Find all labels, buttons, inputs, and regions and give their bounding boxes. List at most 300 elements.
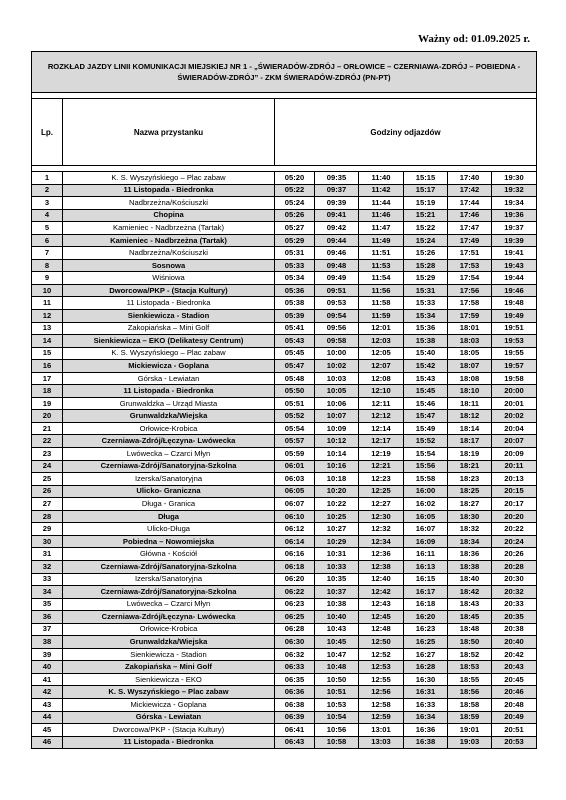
table-row	[32, 322, 537, 335]
departure-time: 09:58	[315, 335, 359, 348]
departure-time: 12:55	[359, 673, 404, 686]
table-row	[32, 673, 537, 686]
row-number: 18	[32, 385, 63, 398]
departure-time: 10:06	[315, 397, 359, 410]
table-row	[32, 498, 537, 511]
departure-time: 18:45	[448, 611, 492, 624]
departure-time: 10:25	[315, 510, 359, 523]
departure-time: 06:43	[275, 736, 315, 749]
departure-time: 12:10	[359, 385, 404, 398]
row-number: 31	[32, 548, 63, 561]
departure-time: 12:17	[359, 435, 404, 448]
departure-time: 20:26	[492, 548, 537, 561]
departure-time: 05:48	[275, 372, 315, 385]
stop-name: Lwówecka – Czarci Młyn	[63, 448, 275, 461]
row-number: 21	[32, 422, 63, 435]
title-row	[32, 52, 537, 93]
stop-name: Główna - Kościół	[63, 548, 275, 561]
valid-from-date: Ważny od: 01.09.2025 r.	[417, 33, 530, 45]
departure-time: 12:52	[359, 648, 404, 661]
departure-time: 15:15	[404, 172, 448, 185]
table-row	[32, 686, 537, 699]
departure-time: 15:31	[404, 284, 448, 297]
row-number: 38	[32, 636, 63, 649]
departure-time: 20:42	[492, 648, 537, 661]
departure-time: 16:31	[404, 686, 448, 699]
departure-time: 19:43	[492, 259, 537, 272]
departure-time: 10:50	[315, 673, 359, 686]
header-departure-times: Godziny odjazdów	[275, 99, 537, 166]
departure-time: 10:53	[315, 698, 359, 711]
departure-time: 17:59	[448, 310, 492, 323]
departure-time: 18:32	[448, 523, 492, 536]
row-number: 8	[32, 259, 63, 272]
stop-name: 11 Listopada - Biedronka	[63, 297, 275, 310]
departure-time: 10:29	[315, 535, 359, 548]
departure-time: 05:41	[275, 322, 315, 335]
stop-name: Górska - Lewiatan	[63, 711, 275, 724]
departure-time: 09:49	[315, 272, 359, 285]
departure-time: 18:55	[448, 673, 492, 686]
departure-time: 18:01	[448, 322, 492, 335]
departure-time: 11:59	[359, 310, 404, 323]
stop-name: K. S. Wyszyńskiego – Plac zabaw	[63, 686, 275, 699]
row-number: 19	[32, 397, 63, 410]
departure-time: 05:34	[275, 272, 315, 285]
row-number: 26	[32, 485, 63, 498]
row-number: 11	[32, 297, 63, 310]
departure-time: 13:01	[359, 724, 404, 737]
departure-time: 19:32	[492, 184, 537, 197]
departure-time: 05:51	[275, 397, 315, 410]
departure-time: 09:35	[315, 172, 359, 185]
table-row	[32, 209, 537, 222]
departure-time: 15:43	[404, 372, 448, 385]
departure-time: 18:10	[448, 385, 492, 398]
row-number: 36	[32, 611, 63, 624]
stop-name: Długa - Granica	[63, 498, 275, 511]
departure-time: 15:36	[404, 322, 448, 335]
departure-time: 18:17	[448, 435, 492, 448]
departure-time: 20:51	[492, 724, 537, 737]
timetable-container	[31, 51, 536, 749]
stop-name: Czerniawa-Zdrój/Sanatoryjna-Szkolna	[63, 460, 275, 473]
departure-time: 16:28	[404, 661, 448, 674]
stop-name: Kamieniec - Nadbrzeżna (Tartak)	[63, 234, 275, 247]
departure-time: 16:36	[404, 724, 448, 737]
departure-time: 12:08	[359, 372, 404, 385]
departure-time: 20:22	[492, 523, 537, 536]
departure-time: 18:14	[448, 422, 492, 435]
row-number: 24	[32, 460, 63, 473]
departure-time: 12:34	[359, 535, 404, 548]
departure-time: 06:12	[275, 523, 315, 536]
departure-time: 12:01	[359, 322, 404, 335]
stop-name: Nadbrzeżna/Kościuszki	[63, 247, 275, 260]
departure-time: 20:49	[492, 711, 537, 724]
departure-time: 20:11	[492, 460, 537, 473]
table-row	[32, 535, 537, 548]
departure-time: 19:55	[492, 347, 537, 360]
departure-time: 18:42	[448, 586, 492, 599]
table-row	[32, 372, 537, 385]
departure-time: 10:45	[315, 636, 359, 649]
departure-time: 05:45	[275, 347, 315, 360]
departure-time: 11:44	[359, 197, 404, 210]
departure-time: 18:19	[448, 448, 492, 461]
stop-name: Sienkiewicza - EKO	[63, 673, 275, 686]
departure-time: 18:50	[448, 636, 492, 649]
row-number: 22	[32, 435, 63, 448]
row-number: 2	[32, 184, 63, 197]
departure-time: 06:05	[275, 485, 315, 498]
departure-time: 20:46	[492, 686, 537, 699]
departure-time: 05:52	[275, 410, 315, 423]
stop-name: Dworcowa/PKP - (Stacja Kultury)	[63, 284, 275, 297]
departure-time: 10:48	[315, 661, 359, 674]
table-row	[32, 736, 537, 749]
departure-time: 17:53	[448, 259, 492, 272]
departure-time: 06:32	[275, 648, 315, 661]
departure-time: 10:27	[315, 523, 359, 536]
row-number: 10	[32, 284, 63, 297]
departure-time: 12:36	[359, 548, 404, 561]
departure-time: 12:03	[359, 335, 404, 348]
departure-time: 16:27	[404, 648, 448, 661]
departure-time: 11:51	[359, 247, 404, 260]
departure-time: 10:56	[315, 724, 359, 737]
stop-name: Zakopiańska – Mini Golf	[63, 661, 275, 674]
departure-time: 19:41	[492, 247, 537, 260]
stop-name: Czerniawa-Zdrój/Łęczyna- Lwówecka	[63, 435, 275, 448]
departure-time: 18:48	[448, 623, 492, 636]
departure-time: 06:03	[275, 473, 315, 486]
departure-time: 05:26	[275, 209, 315, 222]
departure-time: 10:31	[315, 548, 359, 561]
departure-time: 20:01	[492, 397, 537, 410]
row-number: 12	[32, 310, 63, 323]
departure-time: 18:59	[448, 711, 492, 724]
departure-time: 05:29	[275, 234, 315, 247]
departure-time: 05:22	[275, 184, 315, 197]
departure-time: 12:25	[359, 485, 404, 498]
stop-name: Orłowice-Krobica	[63, 422, 275, 435]
departure-time: 06:18	[275, 560, 315, 573]
departure-time: 20:24	[492, 535, 537, 548]
departure-time: 10:54	[315, 711, 359, 724]
departure-time: 09:42	[315, 222, 359, 235]
departure-time: 09:56	[315, 322, 359, 335]
table-row	[32, 234, 537, 247]
departure-time: 06:28	[275, 623, 315, 636]
departure-time: 20:38	[492, 623, 537, 636]
stop-name: Czerniawa-Zdrój/Sanatoryjna-Szkolna	[63, 560, 275, 573]
departure-time: 09:37	[315, 184, 359, 197]
departure-time: 19:49	[492, 310, 537, 323]
departure-time: 15:34	[404, 310, 448, 323]
row-number: 17	[32, 372, 63, 385]
departure-time: 18:27	[448, 498, 492, 511]
departure-time: 10:51	[315, 686, 359, 699]
stop-name: Sienkiewicza – EKO (Delikatesy Centrum)	[63, 335, 275, 348]
departure-time: 05:39	[275, 310, 315, 323]
departure-time: 10:18	[315, 473, 359, 486]
row-number: 6	[32, 234, 63, 247]
table-row	[32, 222, 537, 235]
departure-time: 06:38	[275, 698, 315, 711]
departure-time: 16:15	[404, 573, 448, 586]
departure-time: 11:54	[359, 272, 404, 285]
departure-time: 12:12	[359, 410, 404, 423]
departure-time: 20:40	[492, 636, 537, 649]
departure-time: 16:05	[404, 510, 448, 523]
stop-name: K. S. Wyszyńskiego – Plac zabaw	[63, 347, 275, 360]
table-row	[32, 611, 537, 624]
departure-time: 11:42	[359, 184, 404, 197]
departure-time: 05:24	[275, 197, 315, 210]
row-number: 23	[32, 448, 63, 461]
departure-time: 18:25	[448, 485, 492, 498]
table-row	[32, 247, 537, 260]
stop-name: Górska - Lewiatan	[63, 372, 275, 385]
stop-name: Ulicko- Graniczna	[63, 485, 275, 498]
table-row	[32, 711, 537, 724]
departure-time: 18:56	[448, 686, 492, 699]
departure-time: 16:02	[404, 498, 448, 511]
departure-time: 10:33	[315, 560, 359, 573]
departure-time: 16:13	[404, 560, 448, 573]
table-row	[32, 297, 537, 310]
departure-time: 20:17	[492, 498, 537, 511]
departure-time: 10:58	[315, 736, 359, 749]
row-number: 30	[32, 535, 63, 548]
table-row	[32, 586, 537, 599]
row-number: 42	[32, 686, 63, 699]
departure-time: 15:28	[404, 259, 448, 272]
table-row	[32, 197, 537, 210]
stop-name: Chopina	[63, 209, 275, 222]
departure-time: 16:20	[404, 611, 448, 624]
departure-time: 10:38	[315, 598, 359, 611]
departure-time: 11:56	[359, 284, 404, 297]
departure-time: 11:53	[359, 259, 404, 272]
departure-time: 05:20	[275, 172, 315, 185]
stop-name: Grunwaldzka/Wiejska	[63, 636, 275, 649]
row-number: 39	[32, 648, 63, 661]
table-row	[32, 548, 537, 561]
stop-name: 11 Listopada - Biedronka	[63, 736, 275, 749]
row-number: 37	[32, 623, 63, 636]
departure-time: 12:42	[359, 586, 404, 599]
row-number: 28	[32, 510, 63, 523]
departure-time: 16:25	[404, 636, 448, 649]
departure-time: 10:43	[315, 623, 359, 636]
departure-time: 05:59	[275, 448, 315, 461]
departure-time: 19:34	[492, 197, 537, 210]
departure-time: 16:30	[404, 673, 448, 686]
departure-time: 13:03	[359, 736, 404, 749]
table-row	[32, 310, 537, 323]
departure-time: 15:58	[404, 473, 448, 486]
stop-name: Grunwaldzka/Wiejska	[63, 410, 275, 423]
stop-name: Kamieniec - Nadbrzeżna (Tartak)	[63, 222, 275, 235]
row-number: 14	[32, 335, 63, 348]
departure-time: 20:28	[492, 560, 537, 573]
departure-time: 17:42	[448, 184, 492, 197]
departure-time: 15:45	[404, 385, 448, 398]
table-row	[32, 698, 537, 711]
departure-time: 19:39	[492, 234, 537, 247]
departure-time: 16:07	[404, 523, 448, 536]
departure-time: 18:38	[448, 560, 492, 573]
header-row	[32, 99, 537, 166]
row-number: 41	[32, 673, 63, 686]
departure-time: 20:53	[492, 736, 537, 749]
timetable	[31, 51, 537, 749]
departure-time: 10:05	[315, 385, 359, 398]
departure-time: 19:03	[448, 736, 492, 749]
departure-time: 18:11	[448, 397, 492, 410]
departure-time: 20:30	[492, 573, 537, 586]
departure-time: 10:40	[315, 611, 359, 624]
departure-time: 18:40	[448, 573, 492, 586]
departure-time: 19:01	[448, 724, 492, 737]
table-row	[32, 259, 537, 272]
departure-time: 15:46	[404, 397, 448, 410]
departure-time: 06:25	[275, 611, 315, 624]
departure-time: 12:30	[359, 510, 404, 523]
stop-name: 11 Listopada - Biedronka	[63, 385, 275, 398]
departure-time: 05:54	[275, 422, 315, 435]
departure-time: 19:58	[492, 372, 537, 385]
departure-time: 06:30	[275, 636, 315, 649]
row-number: 4	[32, 209, 63, 222]
departure-time: 15:24	[404, 234, 448, 247]
departure-time: 19:48	[492, 297, 537, 310]
row-number: 27	[32, 498, 63, 511]
stop-name: Długa	[63, 510, 275, 523]
departure-time: 12:07	[359, 360, 404, 373]
departure-time: 18:36	[448, 548, 492, 561]
departure-time: 16:17	[404, 586, 448, 599]
departure-time: 12:43	[359, 598, 404, 611]
row-number: 7	[32, 247, 63, 260]
departure-time: 06:10	[275, 510, 315, 523]
departure-time: 16:09	[404, 535, 448, 548]
row-number: 40	[32, 661, 63, 674]
departure-time: 10:09	[315, 422, 359, 435]
row-number: 5	[32, 222, 63, 235]
stop-name: 11 Listopada - Biedronka	[63, 184, 275, 197]
table-row	[32, 347, 537, 360]
departure-time: 12:32	[359, 523, 404, 536]
departure-time: 17:47	[448, 222, 492, 235]
table-row	[32, 560, 537, 573]
stop-name: Mickiewicza - Goplana	[63, 698, 275, 711]
row-number: 33	[32, 573, 63, 586]
row-number: 16	[32, 360, 63, 373]
departure-time: 16:00	[404, 485, 448, 498]
departure-time: 06:01	[275, 460, 315, 473]
departure-time: 16:33	[404, 698, 448, 711]
stop-name: Czerniawa-Zdrój/Łęczyna- Lwówecka	[63, 611, 275, 624]
departure-time: 17:54	[448, 272, 492, 285]
departure-time: 06:22	[275, 586, 315, 599]
stop-name: Nadbrzeżna/Kościuszki	[63, 197, 275, 210]
departure-time: 17:40	[448, 172, 492, 185]
row-number: 1	[32, 172, 63, 185]
departure-time: 15:42	[404, 360, 448, 373]
departure-time: 12:48	[359, 623, 404, 636]
departure-time: 20:13	[492, 473, 537, 486]
departure-time: 06:39	[275, 711, 315, 724]
departure-time: 12:38	[359, 560, 404, 573]
departure-time: 16:34	[404, 711, 448, 724]
table-row	[32, 284, 537, 297]
departure-time: 10:35	[315, 573, 359, 586]
departure-time: 06:23	[275, 598, 315, 611]
departure-time: 20:15	[492, 485, 537, 498]
departure-time: 20:20	[492, 510, 537, 523]
departure-time: 18:03	[448, 335, 492, 348]
departure-time: 18:08	[448, 372, 492, 385]
departure-time: 12:11	[359, 397, 404, 410]
stop-name: Izerska/Sanatoryjna	[63, 573, 275, 586]
table-row	[32, 623, 537, 636]
departure-time: 11:58	[359, 297, 404, 310]
departure-time: 09:51	[315, 284, 359, 297]
row-number: 25	[32, 473, 63, 486]
departure-time: 10:03	[315, 372, 359, 385]
stop-name: Dworcowa/PKP - (Stacja Kultury)	[63, 724, 275, 737]
departure-time: 11:49	[359, 234, 404, 247]
table-row	[32, 724, 537, 737]
departure-time: 10:22	[315, 498, 359, 511]
departure-time: 09:44	[315, 234, 359, 247]
departure-time: 15:52	[404, 435, 448, 448]
departure-time: 12:59	[359, 711, 404, 724]
departure-time: 17:49	[448, 234, 492, 247]
departure-time: 06:07	[275, 498, 315, 511]
table-row	[32, 397, 537, 410]
departure-time: 17:58	[448, 297, 492, 310]
stop-name: Wiśniowa	[63, 272, 275, 285]
departure-time: 20:33	[492, 598, 537, 611]
table-row	[32, 485, 537, 498]
departure-time: 12:27	[359, 498, 404, 511]
departure-time: 10:12	[315, 435, 359, 448]
departure-time: 10:37	[315, 586, 359, 599]
table-row	[32, 184, 537, 197]
departure-time: 15:47	[404, 410, 448, 423]
row-number: 13	[32, 322, 63, 335]
departure-time: 16:11	[404, 548, 448, 561]
departure-time: 15:54	[404, 448, 448, 461]
departure-time: 20:02	[492, 410, 537, 423]
stop-name: Orłowice-Krobica	[63, 623, 275, 636]
row-number: 35	[32, 598, 63, 611]
departure-time: 18:23	[448, 473, 492, 486]
departure-time: 11:40	[359, 172, 404, 185]
stop-name: Sienkiewicza - Stadion	[63, 648, 275, 661]
table-row	[32, 448, 537, 461]
stop-name: Mickiewicza - Goplana	[63, 360, 275, 373]
departure-time: 20:43	[492, 661, 537, 674]
table-row	[32, 172, 537, 185]
departure-time: 05:43	[275, 335, 315, 348]
departure-time: 19:46	[492, 284, 537, 297]
departure-time: 12:05	[359, 347, 404, 360]
